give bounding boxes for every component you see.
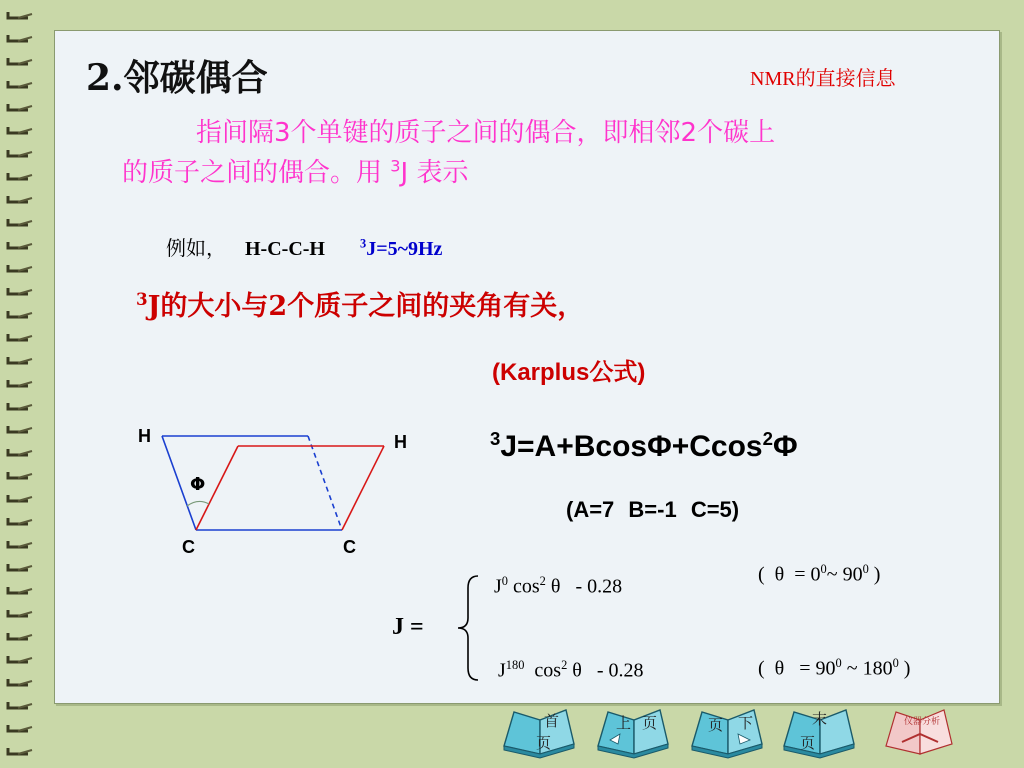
slide-title: 2.邻碳偶合 (86, 57, 268, 99)
binding-ring (6, 677, 30, 685)
j-equals-label: J = (392, 614, 424, 640)
book-icon (594, 706, 672, 760)
binding-ring (6, 171, 30, 179)
binding-ring (6, 125, 30, 133)
binding-ring (6, 447, 30, 455)
last-page-button[interactable] (780, 706, 858, 760)
course-logo-button[interactable] (880, 706, 960, 760)
phi-label: Φ (190, 474, 206, 495)
binding-ring (6, 240, 30, 248)
case-2-expression: $J^{180}$ $\cos^2 \theta$ - 0.28 (498, 658, 644, 682)
prev-label-left: 上 (616, 714, 632, 732)
binding-ring (6, 723, 30, 731)
binding-ring (6, 516, 30, 524)
previous-page-button[interactable] (594, 706, 672, 760)
section-note: NMR的直接信息 (750, 68, 896, 90)
example-prefix: 例如， (166, 238, 226, 260)
binding-ring (6, 470, 30, 478)
binding-ring (6, 378, 30, 386)
next-label-left: 页 (708, 716, 724, 734)
course-logo-label: 仪器分析 (904, 717, 941, 727)
binding-ring (6, 309, 30, 317)
case-1-expression: $J^0$ $\cos^2 \theta$ - 0.28 (494, 574, 623, 598)
h-right-label: H (394, 432, 407, 452)
binding-ring (6, 10, 30, 18)
c-left-label: C (182, 537, 195, 557)
binding-ring (6, 263, 30, 271)
karplus-parameters: (A=7 B=-1 C=5) (566, 497, 740, 522)
binding-ring (6, 746, 30, 754)
definition-line-1: 指间隔3个单键的质子之间的偶合，即相邻2个碳上 (196, 118, 776, 148)
binding-ring (6, 631, 30, 639)
binding-ring (6, 700, 30, 708)
binding-ring (6, 332, 30, 340)
karplus-label: (Karplus公式) (492, 359, 646, 386)
prev-label-right: 页 (642, 714, 658, 732)
example-molecule: H-C-C-H (245, 238, 325, 260)
example-j-value: $^3$J=5~9Hz (359, 236, 443, 260)
karplus-formula: $^3$J=A+BcosΦ+Ccos$^2$Φ (490, 428, 798, 463)
binding-ring (6, 355, 30, 363)
relation-statement: $^3$J的大小与2个质子之间的夹角有关， (136, 289, 585, 322)
home-page-button[interactable] (500, 706, 578, 760)
spiral-binding (0, 0, 44, 768)
binding-ring (6, 148, 30, 156)
binding-ring (6, 401, 30, 409)
case-1-range: ( $\theta = 0^0\sim$ $90^0$ ) (758, 562, 881, 586)
angle-arc (187, 501, 209, 506)
binding-ring (6, 56, 30, 64)
book-logo-icon (880, 706, 960, 760)
c-right-label: C (343, 537, 356, 557)
next-label-right: 下 (738, 714, 754, 732)
binding-ring (6, 493, 30, 501)
book-icon (688, 706, 766, 760)
left-brace (452, 572, 486, 684)
blue-dashed-bond (308, 436, 342, 530)
example-line (166, 232, 442, 261)
last-label-top: 末 (812, 710, 828, 728)
binding-ring (6, 217, 30, 225)
binding-ring (6, 33, 30, 41)
binding-ring (6, 79, 30, 87)
binding-ring (6, 194, 30, 202)
next-page-button[interactable] (688, 706, 766, 760)
home-label-top: 首 (544, 712, 560, 730)
binding-ring (6, 102, 30, 110)
definition-line-2: 的质子之间的偶合。用 $^3$J 表示 (122, 156, 469, 188)
binding-ring (6, 286, 30, 294)
h-left-label: H (138, 426, 151, 446)
binding-ring (6, 585, 30, 593)
dihedral-diagram (130, 420, 430, 560)
binding-ring (6, 608, 30, 616)
binding-ring (6, 654, 30, 662)
last-label-bottom: 页 (800, 734, 816, 752)
binding-ring (6, 539, 30, 547)
binding-ring (6, 424, 30, 432)
home-label-bottom: 页 (536, 734, 552, 752)
case-2-range: ( θ = $90^0$ ~ $180^0$ ) (758, 656, 911, 680)
binding-ring (6, 562, 30, 570)
red-right-bond (342, 446, 384, 530)
